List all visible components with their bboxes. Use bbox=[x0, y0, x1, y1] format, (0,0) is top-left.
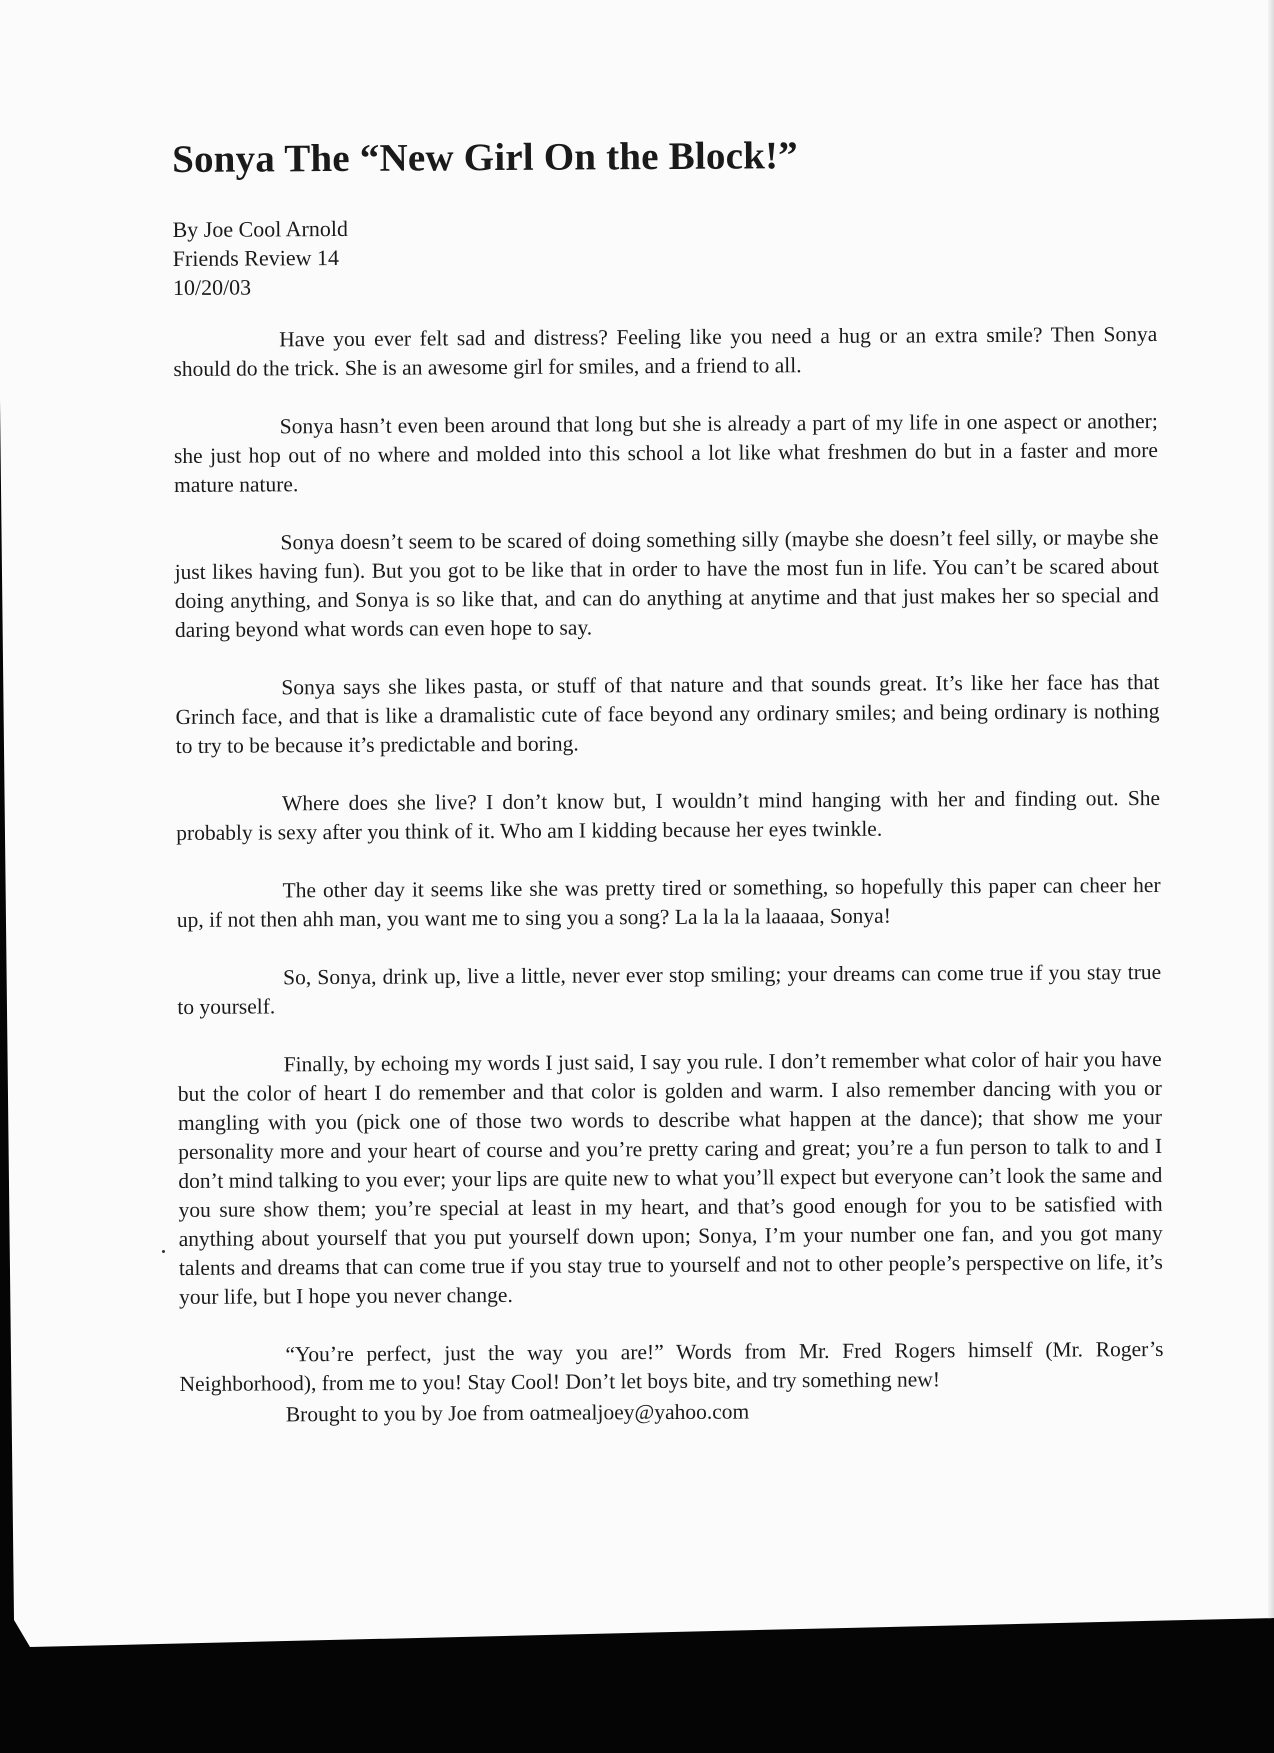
paragraph-new-to-school: Sonya hasn’t even been around that long but she is already a part of my life in one aspect or another; she just hop out of no where and molded into this school a lot like what freshmen do but in a faster and more mature nature. bbox=[173, 408, 1158, 497]
paragraph-drink-up: So, Sonya, drink up, live a little, never ever stop smiling; your dreams can come true if you stay true to yourself. bbox=[177, 959, 1162, 1019]
byline-block bbox=[172, 209, 1157, 302]
paragraph-tired: The other day it seems like she was pretty tired or something, so hopefully this paper can cheer her up, if not then ahh man, you want me to sing you a song? La la la la laaaaa, Sonya! bbox=[176, 872, 1161, 932]
author-line: By Joe Cool Arnold bbox=[172, 215, 349, 242]
paragraph-pasta: Sonya says she likes pasta, or stuff of that nature and that sounds great. It’s like her face has that Grinch face, and that is like a dramalistic cute of face beyond any ordinary smiles; and being ordinary is nothing to try to be because it’s predictable and boring. bbox=[175, 669, 1160, 758]
document-title: Sonya The “New Girl On the Block!” bbox=[172, 134, 799, 181]
scan-speck bbox=[162, 1250, 165, 1253]
paragraph-not-scared: Sonya doesn’t seem to be scared of doing something silly (maybe she doesn’t feel silly, or maybe she just likes having fun). But you got to be like that in order to have the most fun in life. You can’t be scared about doing anything, and Sonya is so like that, and can do anything at anytime and that just makes her so special and daring beyond what words can even hope to say. bbox=[174, 524, 1159, 642]
paragraph-intro: Have you ever felt sad and distress? Feeling like you need a hug or an extra smile? Then Sonya should do the trick. She is an awesome girl for smiles, and a friend to all. bbox=[173, 321, 1158, 381]
date-line: 10/20/03 bbox=[172, 274, 252, 300]
paragraph-quote: “You’re perfect, just the way you are!” Words from Mr. Fred Rogers himself (Mr. Roger’s Neighborhood), from me to you! Stay Cool! Don’t let boys bite, and try something new! bbox=[179, 1336, 1164, 1396]
paper-edge-shadow bbox=[1268, 0, 1274, 1620]
paragraph-where-live: Where does she live? I don’t know but, I wouldn’t mind hanging with her and finding out. She probably is sexy after you think of it. Who am I kidding because her eyes twinkle. bbox=[176, 785, 1161, 845]
paragraph-finally: Finally, by echoing my words I just said, I say you rule. I don’t remember what color of hair you have but the color of heart I do remember and that color is golden and warm. I also remember dancing with you or mangling with you (pick one of those two words to describe what happen at the dance); that show me your personality more and your heart of course and you’re pretty caring and great; you’re a fun person to talk to and I don’t mind talking to you ever; your lips are quite new to what you’ll expect but everyone can’t look the same and you sure show them; you’re special at least in my heart, and that’s good enough for you to be satisfied with anything about yourself that you put yourself down upon; Sonya, I’m your number one fan, and you got many talents and dreams that can come true if you stay true to yourself and not to other people’s perspective on life, it’s your life, but I hope you never change. bbox=[177, 1046, 1163, 1309]
signoff-line: Brought to you by Joe from oatmealjoey@yahoo.com bbox=[285, 1399, 750, 1427]
publication-line: Friends Review 14 bbox=[172, 244, 340, 271]
document-body bbox=[172, 132, 1164, 1430]
